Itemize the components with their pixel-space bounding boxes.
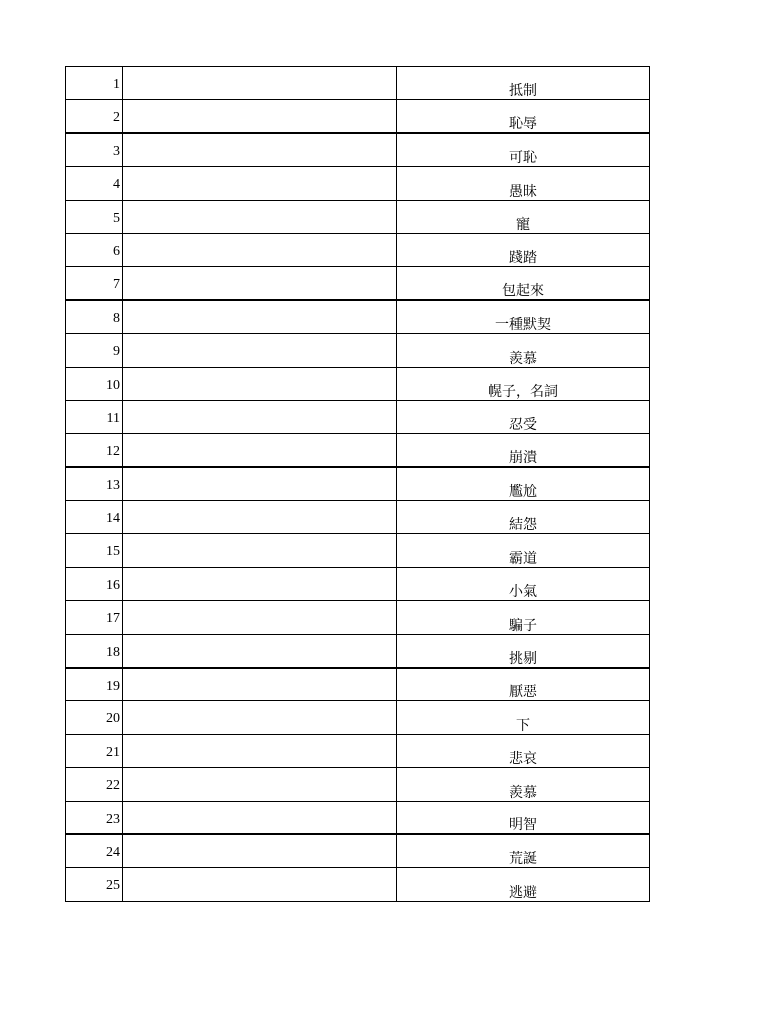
table-row	[66, 634, 650, 667]
answer-cell	[123, 734, 397, 767]
row-number-cell: 10	[66, 367, 123, 400]
row-number-cell: 19	[66, 668, 123, 701]
vocabulary-word-cell: 忍受	[397, 400, 650, 433]
row-number-cell: 1	[66, 67, 123, 100]
table-row	[66, 167, 650, 200]
row-number-cell: 15	[66, 534, 123, 567]
answer-cell	[123, 634, 397, 667]
row-number-cell: 23	[66, 801, 123, 834]
answer-cell	[123, 267, 397, 300]
vocabulary-word-cell: 寵	[397, 200, 650, 233]
table-row	[66, 734, 650, 767]
vocabulary-word-cell: 愚昧	[397, 167, 650, 200]
answer-cell	[123, 868, 397, 901]
answer-cell	[123, 200, 397, 233]
vocabulary-word-cell: 可恥	[397, 133, 650, 166]
row-number-cell: 20	[66, 701, 123, 734]
row-number-cell: 21	[66, 734, 123, 767]
row-number-cell: 7	[66, 267, 123, 300]
answer-cell	[123, 534, 397, 567]
answer-cell	[123, 834, 397, 867]
answer-cell	[123, 567, 397, 600]
table-row	[66, 801, 650, 834]
row-number-cell: 18	[66, 634, 123, 667]
table-row	[66, 233, 650, 266]
vocabulary-word-cell: 悲哀	[397, 734, 650, 767]
row-number-cell: 3	[66, 133, 123, 166]
answer-cell	[123, 334, 397, 367]
answer-cell	[123, 300, 397, 333]
table-row	[66, 367, 650, 400]
vocabulary-word-cell: 逃避	[397, 868, 650, 901]
vocabulary-word-cell: 崩潰	[397, 434, 650, 467]
vocabulary-word-cell: 騙子	[397, 601, 650, 634]
table-row	[66, 400, 650, 433]
table-row	[66, 567, 650, 600]
table-row	[66, 200, 650, 233]
vocabulary-table-body	[66, 67, 650, 902]
vocabulary-word-cell: 踐踏	[397, 233, 650, 266]
answer-cell	[123, 801, 397, 834]
vocabulary-word-cell: 恥辱	[397, 100, 650, 133]
row-number-cell: 11	[66, 400, 123, 433]
table-row	[66, 334, 650, 367]
answer-cell	[123, 768, 397, 801]
row-number-cell: 24	[66, 834, 123, 867]
answer-cell	[123, 233, 397, 266]
answer-cell	[123, 367, 397, 400]
vocabulary-word-cell: 幌子，名詞	[397, 367, 650, 400]
row-number-cell: 25	[66, 868, 123, 901]
table-row	[66, 668, 650, 701]
table-row	[66, 701, 650, 734]
row-number-cell: 17	[66, 601, 123, 634]
row-number-cell: 12	[66, 434, 123, 467]
row-number-cell: 2	[66, 100, 123, 133]
table-row	[66, 601, 650, 634]
vocabulary-word-cell: 抵制	[397, 67, 650, 100]
row-number-cell: 14	[66, 501, 123, 534]
table-row	[66, 267, 650, 300]
vocabulary-word-cell: 下	[397, 701, 650, 734]
vocabulary-word-cell: 包起來	[397, 267, 650, 300]
row-number-cell: 6	[66, 233, 123, 266]
answer-cell	[123, 67, 397, 100]
vocabulary-word-cell: 結怨	[397, 501, 650, 534]
table-row	[66, 467, 650, 500]
answer-cell	[123, 167, 397, 200]
table-row	[66, 868, 650, 901]
vocabulary-word-cell: 挑剔	[397, 634, 650, 667]
vocabulary-word-cell: 羨慕	[397, 768, 650, 801]
table-row	[66, 100, 650, 133]
row-number-cell: 9	[66, 334, 123, 367]
vocabulary-word-cell: 荒誕	[397, 834, 650, 867]
vocabulary-word-cell: 尷尬	[397, 467, 650, 500]
answer-cell	[123, 668, 397, 701]
table-row	[66, 300, 650, 333]
row-number-cell: 8	[66, 300, 123, 333]
row-number-cell: 4	[66, 167, 123, 200]
row-number-cell: 22	[66, 768, 123, 801]
answer-cell	[123, 501, 397, 534]
vocabulary-word-cell: 羨慕	[397, 334, 650, 367]
table-row	[66, 534, 650, 567]
answer-cell	[123, 133, 397, 166]
table-row	[66, 501, 650, 534]
answer-cell	[123, 100, 397, 133]
answer-cell	[123, 467, 397, 500]
table-row	[66, 434, 650, 467]
table-row	[66, 768, 650, 801]
vocabulary-word-cell: 小氣	[397, 567, 650, 600]
vocabulary-table	[65, 66, 650, 902]
vocabulary-word-cell: 一種默契	[397, 300, 650, 333]
answer-cell	[123, 701, 397, 734]
answer-cell	[123, 601, 397, 634]
answer-cell	[123, 400, 397, 433]
row-number-cell: 16	[66, 567, 123, 600]
table-row	[66, 133, 650, 166]
vocabulary-word-cell: 厭惡	[397, 668, 650, 701]
table-row	[66, 834, 650, 867]
vocabulary-word-cell: 明智	[397, 801, 650, 834]
row-number-cell: 5	[66, 200, 123, 233]
table-row	[66, 67, 650, 100]
row-number-cell: 13	[66, 467, 123, 500]
answer-cell	[123, 434, 397, 467]
vocabulary-word-cell: 霸道	[397, 534, 650, 567]
